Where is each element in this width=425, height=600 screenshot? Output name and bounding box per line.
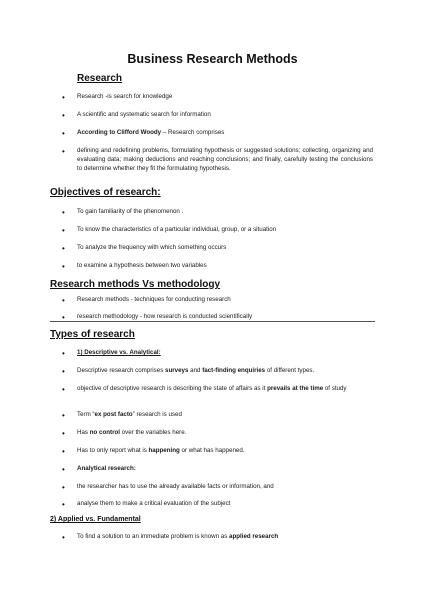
list-item (77, 385, 373, 394)
list-item: the researcher has to use the already available facts or information, and (77, 483, 274, 490)
text-run: Has to only report what is (77, 447, 149, 454)
text-run: over the variables here. (119, 429, 187, 436)
descriptive-analytical-subheading (77, 349, 373, 358)
text-run: or what has happened. (179, 447, 245, 454)
list-item: Research -is search for knowledge (77, 93, 173, 100)
bullet-marker: • (62, 500, 65, 509)
list-item: To analyze the frequency with which something occurs (77, 244, 227, 251)
text-run: of study (323, 385, 347, 392)
bullet-marker: • (62, 411, 65, 420)
bullet-marker: • (62, 349, 65, 358)
bullet-marker: • (62, 129, 65, 138)
bullet-marker: • (62, 147, 65, 156)
list-item: To gain familiarity of the phenomenon . (77, 208, 184, 215)
list-item: research methodology - how research is conducted scientifically (77, 313, 253, 320)
methods-heading: Research methods Vs methodology (50, 279, 221, 290)
research-heading: Research (77, 73, 123, 84)
bullet-marker: • (62, 244, 65, 253)
types-heading: Types of research (50, 329, 135, 340)
list-item (77, 129, 373, 138)
list-item (77, 447, 373, 456)
list-item: To know the characteristics of a particular individual, group, or a situation (77, 226, 277, 233)
happening-bold: happening (148, 447, 180, 454)
list-item: analyse them to make a critical evaluation of the subject (77, 500, 231, 507)
list-item: A scientific and systematic search for information (77, 111, 211, 118)
surveys-bold: surveys (165, 367, 189, 374)
no-control-bold: no control (89, 429, 120, 436)
subheading-text: 1) Descriptive vs. Analytical: (77, 349, 161, 356)
list-item-text: – Research comprises (161, 129, 225, 136)
list-item (77, 533, 373, 542)
bullet-marker: • (62, 385, 65, 394)
bullet-marker: • (62, 533, 65, 542)
applied-fundamental-subheading: 2) Applied vs. Fundamental (50, 516, 141, 523)
applied-research-bold: applied research (229, 533, 279, 540)
analytical-subheading: Analytical research: (77, 465, 136, 472)
clifford-woody-label: According to Clifford Woody (77, 129, 162, 136)
bullet-marker: • (62, 208, 65, 217)
page-title: Business Research Methods (127, 52, 298, 66)
bullet-marker: • (62, 262, 65, 271)
bullet-marker: • (62, 313, 65, 322)
text-run: To find a solution to an immediate problem is known as (77, 533, 230, 540)
bullet-marker: • (62, 483, 65, 492)
list-item (77, 429, 373, 438)
text-run: Has (77, 429, 90, 436)
text-run: Descriptive research comprises (77, 367, 166, 374)
ex-post-facto-bold: ex post facto (94, 411, 133, 418)
text-run: of different types. (265, 367, 315, 374)
text-run: ” research is used (132, 411, 182, 418)
bullet-marker: • (62, 447, 65, 456)
text-run: objective of descriptive research is describing the state of affairs as it (77, 385, 268, 392)
text-run: Term “ (77, 411, 95, 418)
bullet-marker: • (62, 367, 65, 376)
bullet-marker: • (62, 465, 65, 474)
research-definition-paragraph: defining and redefining problems, formulating hypothesis or suggested solutions; collecting, organizing and evaluating data; making deductions and reaching conclusions; and finally, carefully testing the conclusions to determine whether they fit the formulating hypothesis. (77, 147, 373, 172)
bullet-marker: • (62, 296, 65, 305)
objectives-heading: Objectives of research: (50, 187, 161, 198)
bullet-marker: • (62, 93, 65, 102)
list-item: to examine a hypothesis between two variables (77, 262, 207, 269)
bullet-marker: • (62, 429, 65, 438)
bullet-marker: • (62, 111, 65, 120)
list-item (77, 411, 373, 420)
list-item (77, 367, 373, 376)
section-divider (50, 321, 375, 322)
prevails-bold: prevails at the time (267, 385, 324, 392)
list-item: Research methods - techniques for conducting research (77, 296, 231, 303)
text-run: and (188, 367, 203, 374)
fact-finding-bold: fact-finding enquiries (202, 367, 266, 374)
bullet-marker: • (62, 226, 65, 235)
